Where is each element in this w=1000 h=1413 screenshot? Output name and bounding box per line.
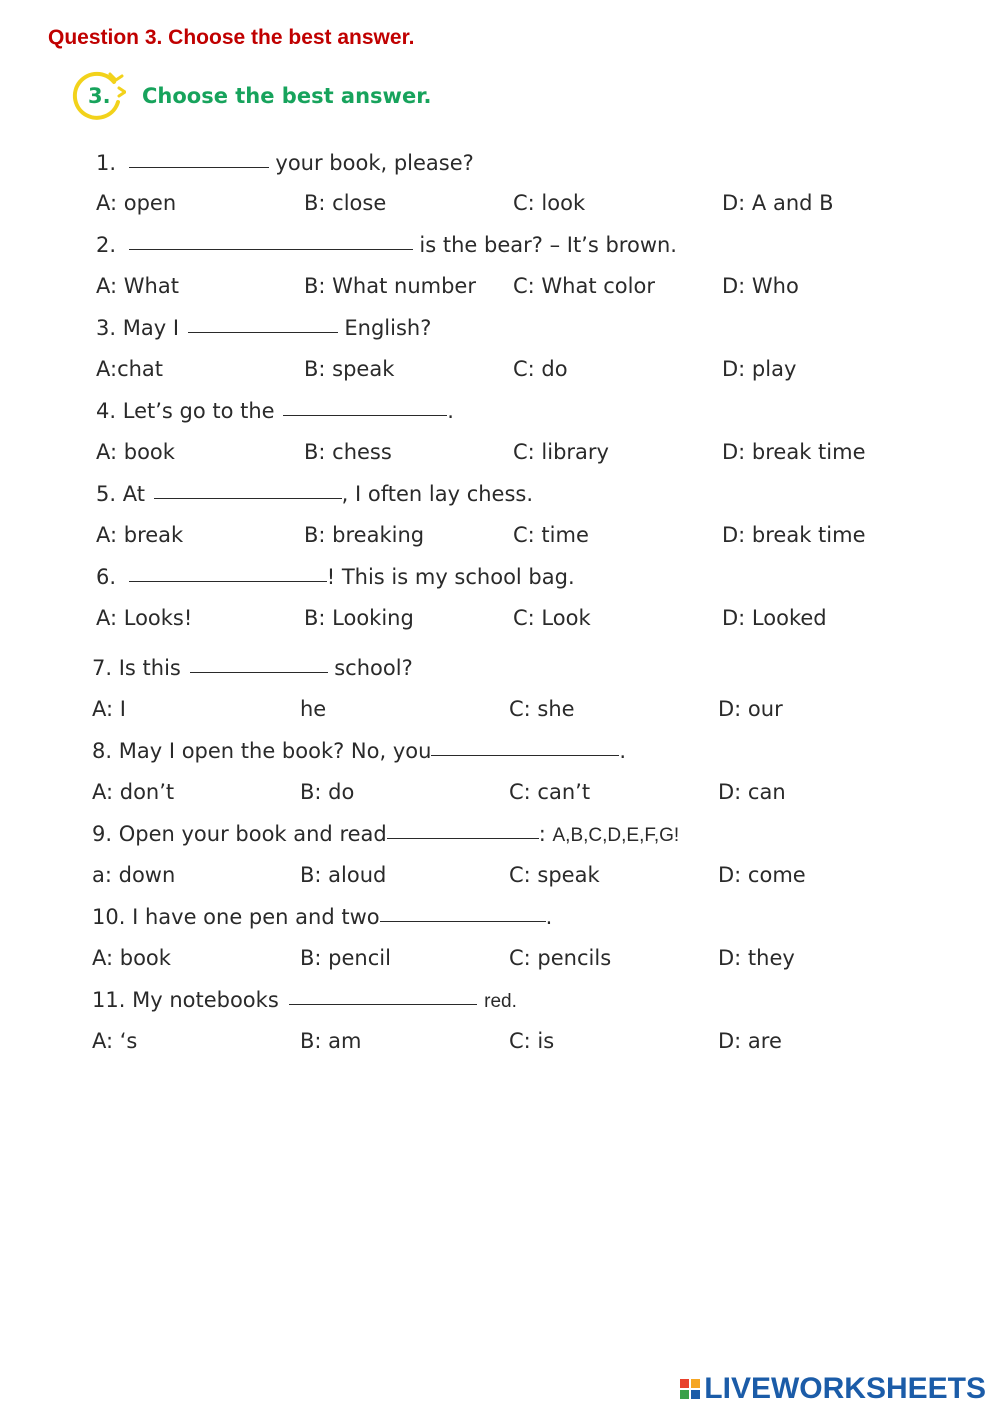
question-number: 7. — [92, 656, 113, 680]
answer-blank[interactable] — [283, 395, 447, 416]
option-d[interactable]: D: are — [718, 1029, 782, 1053]
liveworksheets-logo[interactable] — [680, 1373, 986, 1405]
option-b[interactable]: B: am — [300, 1029, 362, 1053]
options-11 — [92, 1026, 912, 1056]
options-10 — [92, 943, 912, 973]
section-heading: Choose the best answer. — [142, 84, 432, 108]
question-text-after: : — [538, 822, 553, 846]
option-d[interactable]: D: can — [718, 780, 786, 804]
options-2 — [96, 271, 916, 301]
option-c[interactable]: C: time — [513, 523, 589, 547]
answer-blank[interactable] — [154, 478, 342, 499]
option-b[interactable]: B: pencil — [300, 946, 391, 970]
answer-blank[interactable] — [289, 984, 477, 1005]
question-text-before: At — [122, 482, 145, 506]
question-text-before: Open your book and read — [118, 822, 387, 846]
section-number: 3. — [88, 84, 111, 108]
options-3 — [96, 354, 916, 384]
options-7 — [92, 694, 912, 724]
option-a[interactable]: A: break — [96, 523, 184, 547]
question-text-tail: A,B,C,D,E,F,G! — [552, 825, 680, 846]
question-number: 8. — [92, 739, 113, 763]
option-a[interactable]: A: What — [96, 274, 179, 298]
option-c[interactable]: C: What color — [513, 274, 655, 298]
answer-blank[interactable] — [129, 561, 327, 582]
option-b[interactable]: B: speak — [304, 357, 395, 381]
options-4 — [96, 437, 916, 467]
option-b[interactable]: B: What number — [304, 274, 476, 298]
question-text-after: your book, please? — [268, 151, 474, 175]
question-10 — [92, 901, 552, 931]
question-6 — [96, 561, 575, 591]
question-8 — [92, 735, 626, 765]
answer-blank[interactable] — [387, 818, 539, 839]
option-c[interactable]: C: is — [509, 1029, 555, 1053]
option-d[interactable]: D: A and B — [722, 191, 834, 215]
question-5 — [96, 478, 533, 508]
question-text-tail: red. — [484, 991, 517, 1012]
question-text-before: Let’s go to the — [122, 399, 275, 423]
question-text-before: I have one pen and two — [132, 905, 380, 929]
question-text-after: . — [545, 905, 553, 929]
question-number: 9. — [92, 822, 113, 846]
question-number: 1. — [96, 151, 117, 175]
question-text-after: . — [447, 399, 454, 423]
question-text-before: May I open the book? No, you — [118, 739, 432, 763]
question-9 — [92, 818, 679, 848]
question-3 — [96, 312, 431, 342]
option-c[interactable]: C: do — [513, 357, 568, 381]
option-a[interactable]: a: down — [92, 863, 176, 887]
option-b[interactable]: he — [300, 697, 327, 721]
option-b[interactable]: B: do — [300, 780, 355, 804]
option-a[interactable]: A: don’t — [92, 780, 175, 804]
option-a[interactable]: A:chat — [96, 357, 164, 381]
answer-blank[interactable] — [431, 735, 619, 756]
options-6 — [96, 603, 916, 633]
logo-text: LIVEWORKSHEETS — [704, 1372, 986, 1405]
option-c[interactable]: C: can’t — [509, 780, 591, 804]
option-b[interactable]: B: aloud — [300, 863, 387, 887]
answer-blank[interactable] — [190, 652, 328, 673]
question-text-after: is the bear? – It’s brown. — [412, 233, 677, 257]
option-d[interactable]: D: they — [718, 946, 795, 970]
option-a[interactable]: A: Looks! — [96, 606, 193, 630]
question-text-before: May I — [122, 316, 180, 340]
option-d[interactable]: D: come — [718, 863, 806, 887]
question-text-after: English? — [337, 316, 432, 340]
question-1 — [96, 147, 474, 177]
option-a[interactable]: A: I — [92, 697, 126, 721]
question-text-before: Is this — [118, 656, 181, 680]
answer-blank[interactable] — [129, 229, 413, 250]
question-text-after: , I often lay chess. — [341, 482, 534, 506]
question-2 — [96, 229, 677, 259]
options-9 — [92, 860, 912, 890]
question-text-after: . — [619, 739, 627, 763]
option-d[interactable]: D: Looked — [722, 606, 827, 630]
question-number: 11. — [92, 988, 126, 1012]
answer-blank[interactable] — [380, 901, 546, 922]
question-number: 3. — [96, 316, 117, 340]
option-a[interactable]: A: book — [96, 440, 175, 464]
page-title: Question 3. Choose the best answer. — [48, 26, 415, 49]
option-c[interactable]: C: Look — [513, 606, 591, 630]
answer-blank[interactable] — [129, 147, 269, 168]
option-b[interactable]: B: chess — [304, 440, 392, 464]
option-b[interactable]: B: Looking — [304, 606, 414, 630]
logo-grid-icon — [680, 1379, 700, 1399]
question-number: 4. — [96, 399, 117, 423]
question-text-before: My notebooks — [132, 988, 279, 1012]
option-a[interactable]: A: book — [92, 946, 171, 970]
options-8 — [92, 777, 912, 807]
question-7 — [92, 652, 413, 682]
question-4 — [96, 395, 454, 425]
option-d[interactable]: D: Who — [722, 274, 799, 298]
answer-blank[interactable] — [188, 312, 338, 333]
option-c[interactable]: C: look — [513, 191, 586, 215]
options-1 — [96, 188, 916, 218]
option-d[interactable]: D: play — [722, 357, 797, 381]
option-c[interactable]: C: speak — [509, 863, 600, 887]
question-11 — [92, 984, 517, 1014]
option-d[interactable]: D: break time — [722, 440, 866, 464]
option-c[interactable]: C: pencils — [509, 946, 612, 970]
question-text-after: ! This is my school bag. — [326, 565, 575, 589]
question-number: 5. — [96, 482, 117, 506]
option-d[interactable]: D: break time — [722, 523, 866, 547]
option-a[interactable]: A: open — [96, 191, 177, 215]
option-b[interactable]: B: breaking — [304, 523, 425, 547]
question-number: 2. — [96, 233, 117, 257]
option-a[interactable]: A: ‘s — [92, 1029, 138, 1053]
option-c[interactable]: C: she — [509, 697, 575, 721]
question-number: 6. — [96, 565, 117, 589]
option-b[interactable]: B: close — [304, 191, 387, 215]
options-5 — [96, 520, 916, 550]
question-text-after: school? — [327, 656, 413, 680]
option-c[interactable]: C: library — [513, 440, 609, 464]
question-number: 10. — [92, 905, 126, 929]
option-d[interactable]: D: our — [718, 697, 783, 721]
